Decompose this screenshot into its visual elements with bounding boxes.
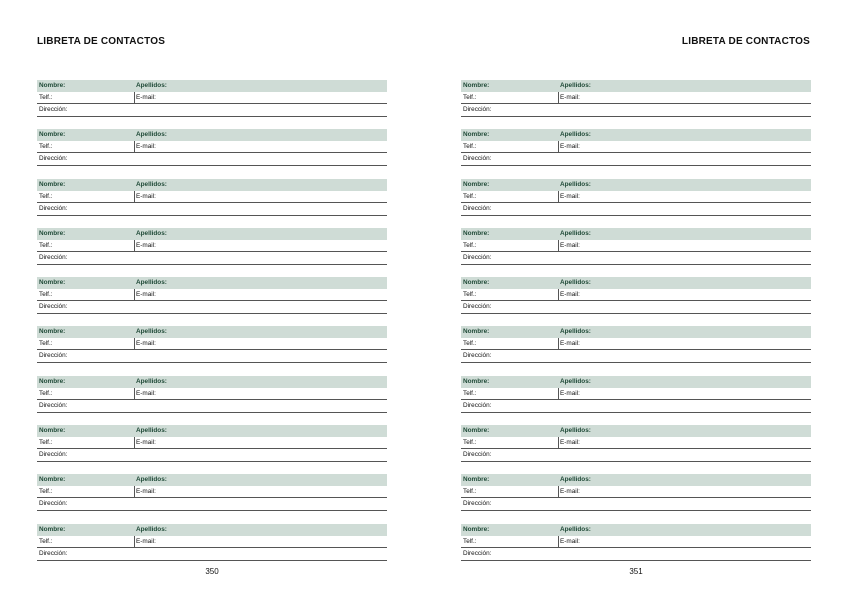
nombre-label: Nombre:: [39, 377, 66, 385]
address-row: [461, 498, 811, 511]
phone-row: [461, 289, 811, 301]
apellidos-label: Apellidos:: [136, 82, 167, 89]
email-label: E-mail:: [560, 488, 580, 496]
contact-card: [37, 326, 387, 375]
email-label: E-mail:: [136, 291, 156, 299]
contact-list: [37, 80, 387, 573]
apellidos-label: Apellidos:: [560, 279, 591, 287]
contact-card: [37, 277, 387, 326]
name-row: [37, 524, 387, 536]
telf-label: Telf.:: [39, 241, 53, 249]
address-row: [461, 104, 811, 117]
email-label: E-mail:: [560, 143, 580, 151]
apellidos-label: Apellidos:: [136, 180, 167, 188]
email-label: E-mail:: [136, 94, 156, 101]
page-title: LIBRETA DE CONTACTOS: [37, 36, 166, 47]
direccion-label: Dirección:: [39, 106, 68, 113]
direccion-label: Dirección:: [39, 155, 68, 163]
email-label: E-mail:: [136, 488, 156, 496]
address-row: [37, 252, 387, 265]
email-label: E-mail:: [560, 340, 580, 348]
column-divider: [558, 92, 559, 103]
contact-card: [37, 425, 387, 474]
phone-row: [461, 191, 811, 203]
apellidos-label: Apellidos:: [136, 377, 167, 385]
email-label: E-mail:: [136, 537, 156, 545]
apellidos-label: Apellidos:: [136, 131, 167, 139]
contact-card: [461, 425, 811, 474]
phone-row: [37, 92, 387, 104]
nombre-label: Nombre:: [39, 476, 66, 484]
name-row: [461, 326, 811, 338]
column-divider: [134, 388, 135, 399]
apellidos-label: Apellidos:: [136, 476, 167, 484]
nombre-label: Nombre:: [463, 279, 490, 287]
name-row: [461, 376, 811, 388]
contact-card: [461, 326, 811, 375]
email-label: E-mail:: [136, 439, 156, 447]
contact-card: [461, 80, 811, 129]
nombre-label: Nombre:: [463, 427, 490, 435]
phone-row: [461, 240, 811, 252]
contact-card: [37, 179, 387, 228]
column-divider: [134, 486, 135, 497]
direccion-label: Dirección:: [463, 303, 492, 311]
address-row: [37, 104, 387, 117]
direccion-label: Dirección:: [39, 253, 68, 261]
phone-row: [461, 536, 811, 548]
page-number: 350: [205, 567, 219, 576]
telf-label: Telf.:: [39, 439, 53, 447]
name-row: [37, 376, 387, 388]
name-row: [461, 179, 811, 191]
nombre-label: Nombre:: [39, 427, 66, 435]
apellidos-label: Apellidos:: [136, 279, 167, 287]
column-divider: [134, 141, 135, 152]
address-row: [461, 548, 811, 561]
telf-label: Telf.:: [39, 340, 53, 348]
apellidos-label: Apellidos:: [560, 377, 591, 385]
apellidos-label: Apellidos:: [560, 476, 591, 484]
address-row: [461, 153, 811, 166]
contact-card: [461, 179, 811, 228]
nombre-label: Nombre:: [463, 328, 490, 336]
name-row: [37, 277, 387, 289]
apellidos-label: Apellidos:: [560, 131, 591, 139]
direccion-label: Dirección:: [463, 500, 492, 508]
column-divider: [134, 240, 135, 251]
column-divider: [558, 437, 559, 448]
contact-card: [37, 376, 387, 425]
name-row: [37, 179, 387, 191]
apellidos-label: Apellidos:: [560, 82, 591, 89]
telf-label: Telf.:: [39, 537, 53, 545]
address-row: [37, 548, 387, 561]
telf-label: Telf.:: [463, 389, 477, 397]
address-row: [37, 498, 387, 511]
column-divider: [558, 486, 559, 497]
phone-row: [37, 141, 387, 153]
direccion-label: Dirección:: [463, 352, 492, 360]
column-divider: [134, 191, 135, 202]
telf-label: Telf.:: [39, 94, 53, 101]
name-row: [37, 425, 387, 437]
address-row: [461, 301, 811, 314]
direccion-label: Dirección:: [39, 549, 68, 557]
email-label: E-mail:: [560, 94, 580, 101]
address-row: [37, 301, 387, 314]
phone-row: [37, 486, 387, 498]
page-number: 351: [629, 567, 643, 576]
nombre-label: Nombre:: [39, 328, 66, 336]
address-row: [37, 400, 387, 413]
address-row: [461, 400, 811, 413]
nombre-label: Nombre:: [463, 180, 490, 188]
nombre-label: Nombre:: [39, 279, 66, 287]
address-row: [37, 203, 387, 216]
name-row: [461, 129, 811, 141]
apellidos-label: Apellidos:: [560, 180, 591, 188]
telf-label: Telf.:: [463, 291, 477, 299]
name-row: [461, 228, 811, 240]
telf-label: Telf.:: [39, 389, 53, 397]
email-label: E-mail:: [560, 241, 580, 249]
telf-label: Telf.:: [39, 291, 53, 299]
name-row: [461, 80, 811, 92]
name-row: [37, 228, 387, 240]
direccion-label: Dirección:: [463, 401, 492, 409]
direccion-label: Dirección:: [463, 155, 492, 163]
phone-row: [37, 289, 387, 301]
direccion-label: Dirección:: [39, 500, 68, 508]
column-divider: [558, 289, 559, 300]
email-label: E-mail:: [560, 439, 580, 447]
email-label: E-mail:: [136, 241, 156, 249]
name-row: [37, 129, 387, 141]
direccion-label: Dirección:: [39, 352, 68, 360]
telf-label: Telf.:: [463, 439, 477, 447]
email-label: E-mail:: [560, 389, 580, 397]
contact-card: [37, 228, 387, 277]
nombre-label: Nombre:: [39, 525, 66, 533]
telf-label: Telf.:: [39, 192, 53, 200]
phone-row: [461, 92, 811, 104]
name-row: [461, 524, 811, 536]
column-divider: [134, 289, 135, 300]
contact-card: [461, 277, 811, 326]
column-divider: [558, 240, 559, 251]
telf-label: Telf.:: [39, 488, 53, 496]
phone-row: [37, 240, 387, 252]
telf-label: Telf.:: [463, 488, 477, 496]
contact-list: [461, 80, 811, 573]
contact-card: [37, 524, 387, 573]
nombre-label: Nombre:: [463, 377, 490, 385]
phone-row: [461, 486, 811, 498]
column-divider: [134, 437, 135, 448]
contact-card: [461, 474, 811, 523]
name-row: [461, 474, 811, 486]
nombre-label: Nombre:: [463, 131, 490, 139]
contact-card: [461, 376, 811, 425]
nombre-label: Nombre:: [463, 82, 490, 89]
name-row: [37, 326, 387, 338]
contact-card: [461, 228, 811, 277]
telf-label: Telf.:: [463, 340, 477, 348]
column-divider: [558, 191, 559, 202]
name-row: [461, 277, 811, 289]
phone-row: [37, 388, 387, 400]
page-title: LIBRETA DE CONTACTOS: [681, 36, 810, 47]
email-label: E-mail:: [136, 340, 156, 348]
column-divider: [134, 338, 135, 349]
apellidos-label: Apellidos:: [560, 229, 591, 237]
nombre-label: Nombre:: [463, 229, 490, 237]
email-label: E-mail:: [136, 143, 156, 151]
address-row: [461, 252, 811, 265]
address-row: [461, 350, 811, 363]
address-row: [37, 449, 387, 462]
phone-row: [37, 191, 387, 203]
address-row: [37, 350, 387, 363]
direccion-label: Dirección:: [463, 106, 492, 113]
direccion-label: Dirección:: [463, 451, 492, 459]
telf-label: Telf.:: [463, 537, 477, 545]
column-divider: [558, 388, 559, 399]
email-label: E-mail:: [560, 291, 580, 299]
contact-card: [37, 80, 387, 129]
telf-label: Telf.:: [463, 94, 477, 101]
email-label: E-mail:: [560, 537, 580, 545]
nombre-label: Nombre:: [39, 82, 66, 89]
name-row: [461, 425, 811, 437]
direccion-label: Dirección:: [463, 253, 492, 261]
nombre-label: Nombre:: [39, 131, 66, 139]
column-divider: [558, 141, 559, 152]
direccion-label: Dirección:: [39, 204, 68, 212]
nombre-label: Nombre:: [463, 525, 490, 533]
email-label: E-mail:: [136, 389, 156, 397]
column-divider: [134, 536, 135, 547]
telf-label: Telf.:: [39, 143, 53, 151]
telf-label: Telf.:: [463, 192, 477, 200]
email-label: E-mail:: [136, 192, 156, 200]
apellidos-label: Apellidos:: [560, 328, 591, 336]
phone-row: [37, 437, 387, 449]
phone-row: [461, 388, 811, 400]
phone-row: [461, 141, 811, 153]
contact-card: [37, 474, 387, 523]
address-row: [461, 203, 811, 216]
apellidos-label: Apellidos:: [136, 525, 167, 533]
telf-label: Telf.:: [463, 143, 477, 151]
direccion-label: Dirección:: [463, 549, 492, 557]
apellidos-label: Apellidos:: [560, 427, 591, 435]
apellidos-label: Apellidos:: [136, 328, 167, 336]
telf-label: Telf.:: [463, 241, 477, 249]
nombre-label: Nombre:: [39, 180, 66, 188]
apellidos-label: Apellidos:: [136, 229, 167, 237]
phone-row: [461, 338, 811, 350]
address-row: [37, 153, 387, 166]
name-row: [37, 80, 387, 92]
direccion-label: Dirección:: [39, 401, 68, 409]
apellidos-label: Apellidos:: [560, 525, 591, 533]
direccion-label: Dirección:: [39, 303, 68, 311]
contact-card: [461, 129, 811, 178]
phone-row: [37, 536, 387, 548]
phone-row: [37, 338, 387, 350]
column-divider: [558, 536, 559, 547]
name-row: [37, 474, 387, 486]
nombre-label: Nombre:: [39, 229, 66, 237]
column-divider: [558, 338, 559, 349]
right-page: [424, 0, 848, 598]
direccion-label: Dirección:: [39, 451, 68, 459]
apellidos-label: Apellidos:: [136, 427, 167, 435]
nombre-label: Nombre:: [463, 476, 490, 484]
phone-row: [461, 437, 811, 449]
email-label: E-mail:: [560, 192, 580, 200]
column-divider: [134, 92, 135, 103]
direccion-label: Dirección:: [463, 204, 492, 212]
contact-card: [37, 129, 387, 178]
contact-card: [461, 524, 811, 573]
address-row: [461, 449, 811, 462]
